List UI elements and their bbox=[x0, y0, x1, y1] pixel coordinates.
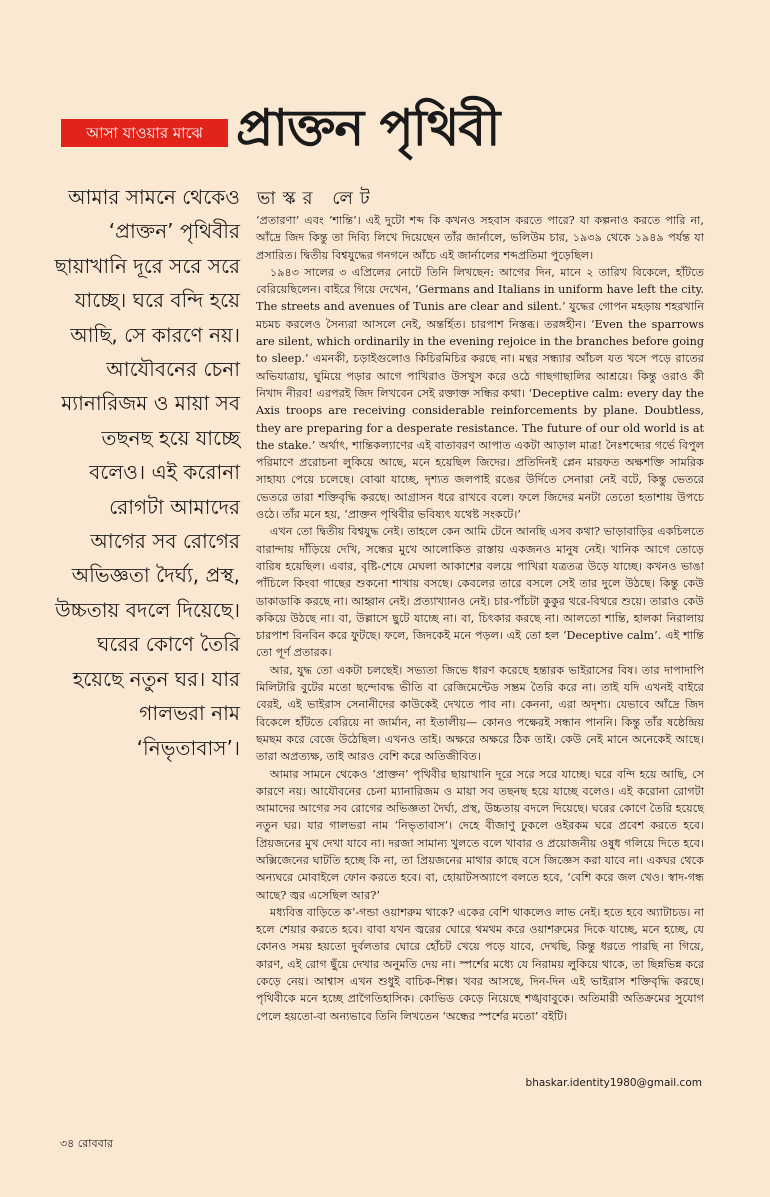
author-email[interactable]: bhaskar.identity1980@gmail.com bbox=[525, 1077, 702, 1089]
article-paragraph: মধ্যবিত্ত বাড়িতে ক’-গন্ডা ওয়াশরুম থাকে? একের বেশি থাকলেও লাভ নেই। হতে হবে অ্যাটাচড। না হলে শেয়ার করতে হবে। বাবা যখন জ্বরের ঘোরে থমথম করে ওয়াশরুমের দিকে যাচ্ছে, মনে হচ্ছে, যে কোনও সময় হয়তো দুর্বলতার ঘোরে হোঁচট খেয়ে পড়ে যাবে, দেখছি, কিন্তু ধরতে পারছি না গিয়ে, কারণ, এই রোগ ছুঁয়ে দেখার অনুমতি দেয় না। স্পর্শের মধ্যে যে নিরাময় লুকিয়ে থাকে, তা ছিন্নভিন্ন করে কেড়ে নেয়। আশ্বাস এখন শুধুই বাচিক-শিল্প। খবর আসছে, দিন-দিন এই ভাইরাস শক্তিবৃদ্ধি করছে। পৃথিবীকে মনে হচ্ছে প্রাগৈতিহাসিক। কোভিড কেড়ে নিয়েছে শঙ্খবাবুকে। অতিমারী অতিক্রমের সুযোগ পেলে হয়তো-বা অন্যভাবে তিনি লিখতেন ‘অন্ধের স্পর্শের মতো’ বইটি। bbox=[256, 905, 704, 1023]
article-paragraph: আর, যুদ্ধ তো একটা চলছেই। সভ্যতা জিভে ধারণ করেছে হন্তারক ভাইরাসের বিষ। তার দাপাদাপি মিলিটারি বুটের মতো ছন্দোবদ্ধ ভীতি বা রেজিমেন্টেড সম্ভ্রম তৈরি করে না। তাই যদি এখনই বাইরে বেরই, এই ভাইরাস সেনানীদের কাউকেই দেখতে পাব না। কেননা, এরা অদৃশ্য। যেভাবে আঁদ্রে জিদ বিকেলে হাঁটতে বেরিয়ে না জার্মান, না ইতালীয়— কোনও পক্ষেরই সন্ধান পাননি। কিন্তু তাঁর ষষ্ঠেন্দ্রিয় ছমছম করে বেজে উঠেছিল। এখনও তাই। অক্ষরে অক্ষরে ঠিক তাই। কেউ নেই মানে অনেকেই আছে। তারা অপ্রত্যক্ষ, তাই আরও বেশি করে অতিজীবিত। bbox=[256, 663, 704, 764]
page-footer: ৩৪ রোববার bbox=[60, 1137, 113, 1150]
article-paragraph: ১৯৪৩ সালের ৩ এপ্রিলের নোটে তিনি লিখছেন: আগের দিন, মানে ২ তারিখ বিকেলে, হাঁটতে বেরিয়েছিলেন। বাইরে গিয়ে দেখেন, ‘Germans and Italians in uniform have left the city. The streets and avenues of Tunis are clear and silent.’ যুদ্ধের গোপন মহড়ায় শহরখানি মচমচ করলেও সৈন্যরা আসলে নেই, অন্তর্হিত। চারপাশ নিস্তব্ধ। তরঙ্গহীন। ‘Even the sparrows are silent, which ordinarily in the evening rejoice in the branches before going to sleep.’ এমনকী, চড়াইগুলোও কিচিরমিচির করছে না। মন্থর সন্ধ্যার আঁচল যত খসে পড়ে রাতের অভিযাত্রায়, ঘুমিয়ে পড়ার আগে পাখিরাও উসখুস করে ওঠে গাছগাছালির আশ্রয়ে। কিন্তু ওরাও কী নিখাদ নীরব! এরপরই জিদ লিখবেন সেই রক্তাক্ত সন্ধির কথা। ‘Deceptive calm: every day the Axis troops are receiving considerable reinforcements by plane. Doubtless, they are preparing for a desperate resistance. The future of our old world is at the stake.’ অর্থাৎ, শান্তিকল্যাণের এই বাতাবরণ আপাত একটা আড়াল মাত্র! নৈঃশব্দ্যের গর্ভে বিপুল পরিমাণে প্ররোচনা লুকিয়ে আছে, মনে হয়েছিল জিদের। প্রতিদিনই প্লেন মারফত অক্ষশক্তি সামরিক সাহায্য পেয়ে চলেছে। বোঝা যাচ্ছে, দৃশ্যত জলপাই রঙের উর্দিতে সেনারা নেই বটে, কিন্তু ভেতরে ভেতরে তারা শক্তিবৃদ্ধি করছে। আগ্রাসন ধরে রাখবে বলে। ফলে জিদের মনটা তেতো হতাশায় উপচে ওঠে। তাঁর মনে হয়, ‘প্রাক্তন পৃথিবীর ভবিষ্যৎ যথেষ্ট সংকটে।’ bbox=[256, 265, 704, 522]
byline: ভাস্কর লেট bbox=[257, 188, 377, 209]
article-paragraph: আমার সামনে থেকেও ‘প্রাক্তন’ পৃথিবীর ছায়াখানি দূরে সরে সরে যাচ্ছে। ঘরে বন্দি হয়ে আছি, সে কারণে নয়। আযৌবনের চেনা ম্যানারিজম ও মায়া সব তছনছ হয়ে যাচ্ছে বলেও। এই করোনা রোগটা আমাদের আগের সব রোগের অভিজ্ঞতা দৈর্ঘ্য, প্রস্থ, উচ্চতায় বদলে দিয়েছে। ঘরের কোণে তৈরি হয়েছে নতুন ঘর। যার গালভরা নাম ‘নিভৃতাবাস’। দেহে বীজাণু ঢুকলে ওইরকম ঘরে প্রবেশ করতে হবে। প্রিয়জনের মুখ দেখা যাবে না। দরজা সামান্য খুলতে বলে খাবার ও প্রয়োজনীয় ওষুধ গলিয়ে দিতে হবে। অক্সিজেনের ঘাটতি হচ্ছে কি না, তা প্রিয়জনের মাথার কাছে বসে জিজ্ঞেস করা যাবে না। একঘর থেকে অন্যঘরে মোবাইলে ফোন করতে হবে। বা, হোয়াটসঅ্যাপে বলতে হবে, ‘বেশি করে জল খেও। স্বাদ-গন্ধ আছে? জ্বর এসেছিল আর?’ bbox=[256, 767, 704, 902]
section-tag: আসা যাওয়ার মাঝে bbox=[61, 119, 228, 147]
article-body bbox=[256, 212, 704, 1025]
article-paragraph: এখন তো দ্বিতীয় বিশ্বযুদ্ধ নেই। তাহলে কেন আমি টেনে আনছি এসব কথা? ভাড়াবাড়ির একচিলতে বারান্দায় দাঁড়িয়ে দেখি, সন্ধের মুখে আলোকিত রাস্তায় একজনও মানুষ নেই। খানিক আগে তোড়ে বারিষ হয়েছিল। এবার, বৃষ্টি-শেষে মেঘলা আকাশের বলয়ে পাখিরা যত্রতত্র উড়ে যাচ্ছে। কখনও ভাঙা পাঁচিলে কিংবা গাছের শুকনো শাখায় বসছে। কেবলের তারে বসলে সেই তার দুলে উঠছে। কিন্তু কেউ ডাকাডাকি করছে না। আহ্বান নেই। প্রত্যাখ্যানও নেই। চার-পাঁচটা কুকুর থরে-বিথরে শুয়ে। তারাও কেউ ককিয়ে উঠছে না। বা, উল্লাসে ছুটে যাচ্ছে না। বা, চিৎকার করছে না। আলতো শান্তি, হালকা নিরালায় চারপাশ বিনবিন করে ফুটছে। ফলে, জিদকেই মনে পড়ল। এই তো হল ‘Deceptive calm’. এই শান্তি তো পূর্ণ প্রতারক। bbox=[256, 525, 704, 660]
article-title: প্রাক্তন পৃথিবী bbox=[236, 99, 500, 157]
article-paragraph: ‘প্রতারণা’ এবং ‘শান্তি’। এই দুটো শব্দ কি কখনও সহবাস করতে পারে? যা কল্পনাও করতে পারি না, আঁদ্রে জিদ কিন্তু তা দিব্যি লিখে দিয়েছেন তাঁর জার্নালে, ভলিউম চার, ১৯৩৯ থেকে ১৯৪৯ পর্যন্ত যা প্রসারিত। দ্বিতীয় বিশ্বযুদ্ধের গনগনে আঁচে এই জার্নালের শব্দপ্রতিমা পুড়েছিল। bbox=[256, 214, 704, 262]
pull-quote: আমার সামনে থেকেও ‘প্রাক্তন’ পৃথিবীর ছায়াখানি দূরে সরে সরে যাচ্ছে। ঘরে বন্দি হয়ে আছি, সে কারণে নয়। আযৌবনের চেনা ম্যানারিজম ও মায়া সব তছনছ হয়ে যাচ্ছে বলেও। এই করোনা রোগটা আমাদের আগের সব রোগের অভিজ্ঞতা দৈর্ঘ্য, প্রস্থ, উচ্চতায় বদলে দিয়েছে। ঘরের কোণে তৈরি হয়েছে নতুন ঘর। যার গালভরা নাম ‘নিভৃতাবাস’। bbox=[54, 185, 240, 760]
